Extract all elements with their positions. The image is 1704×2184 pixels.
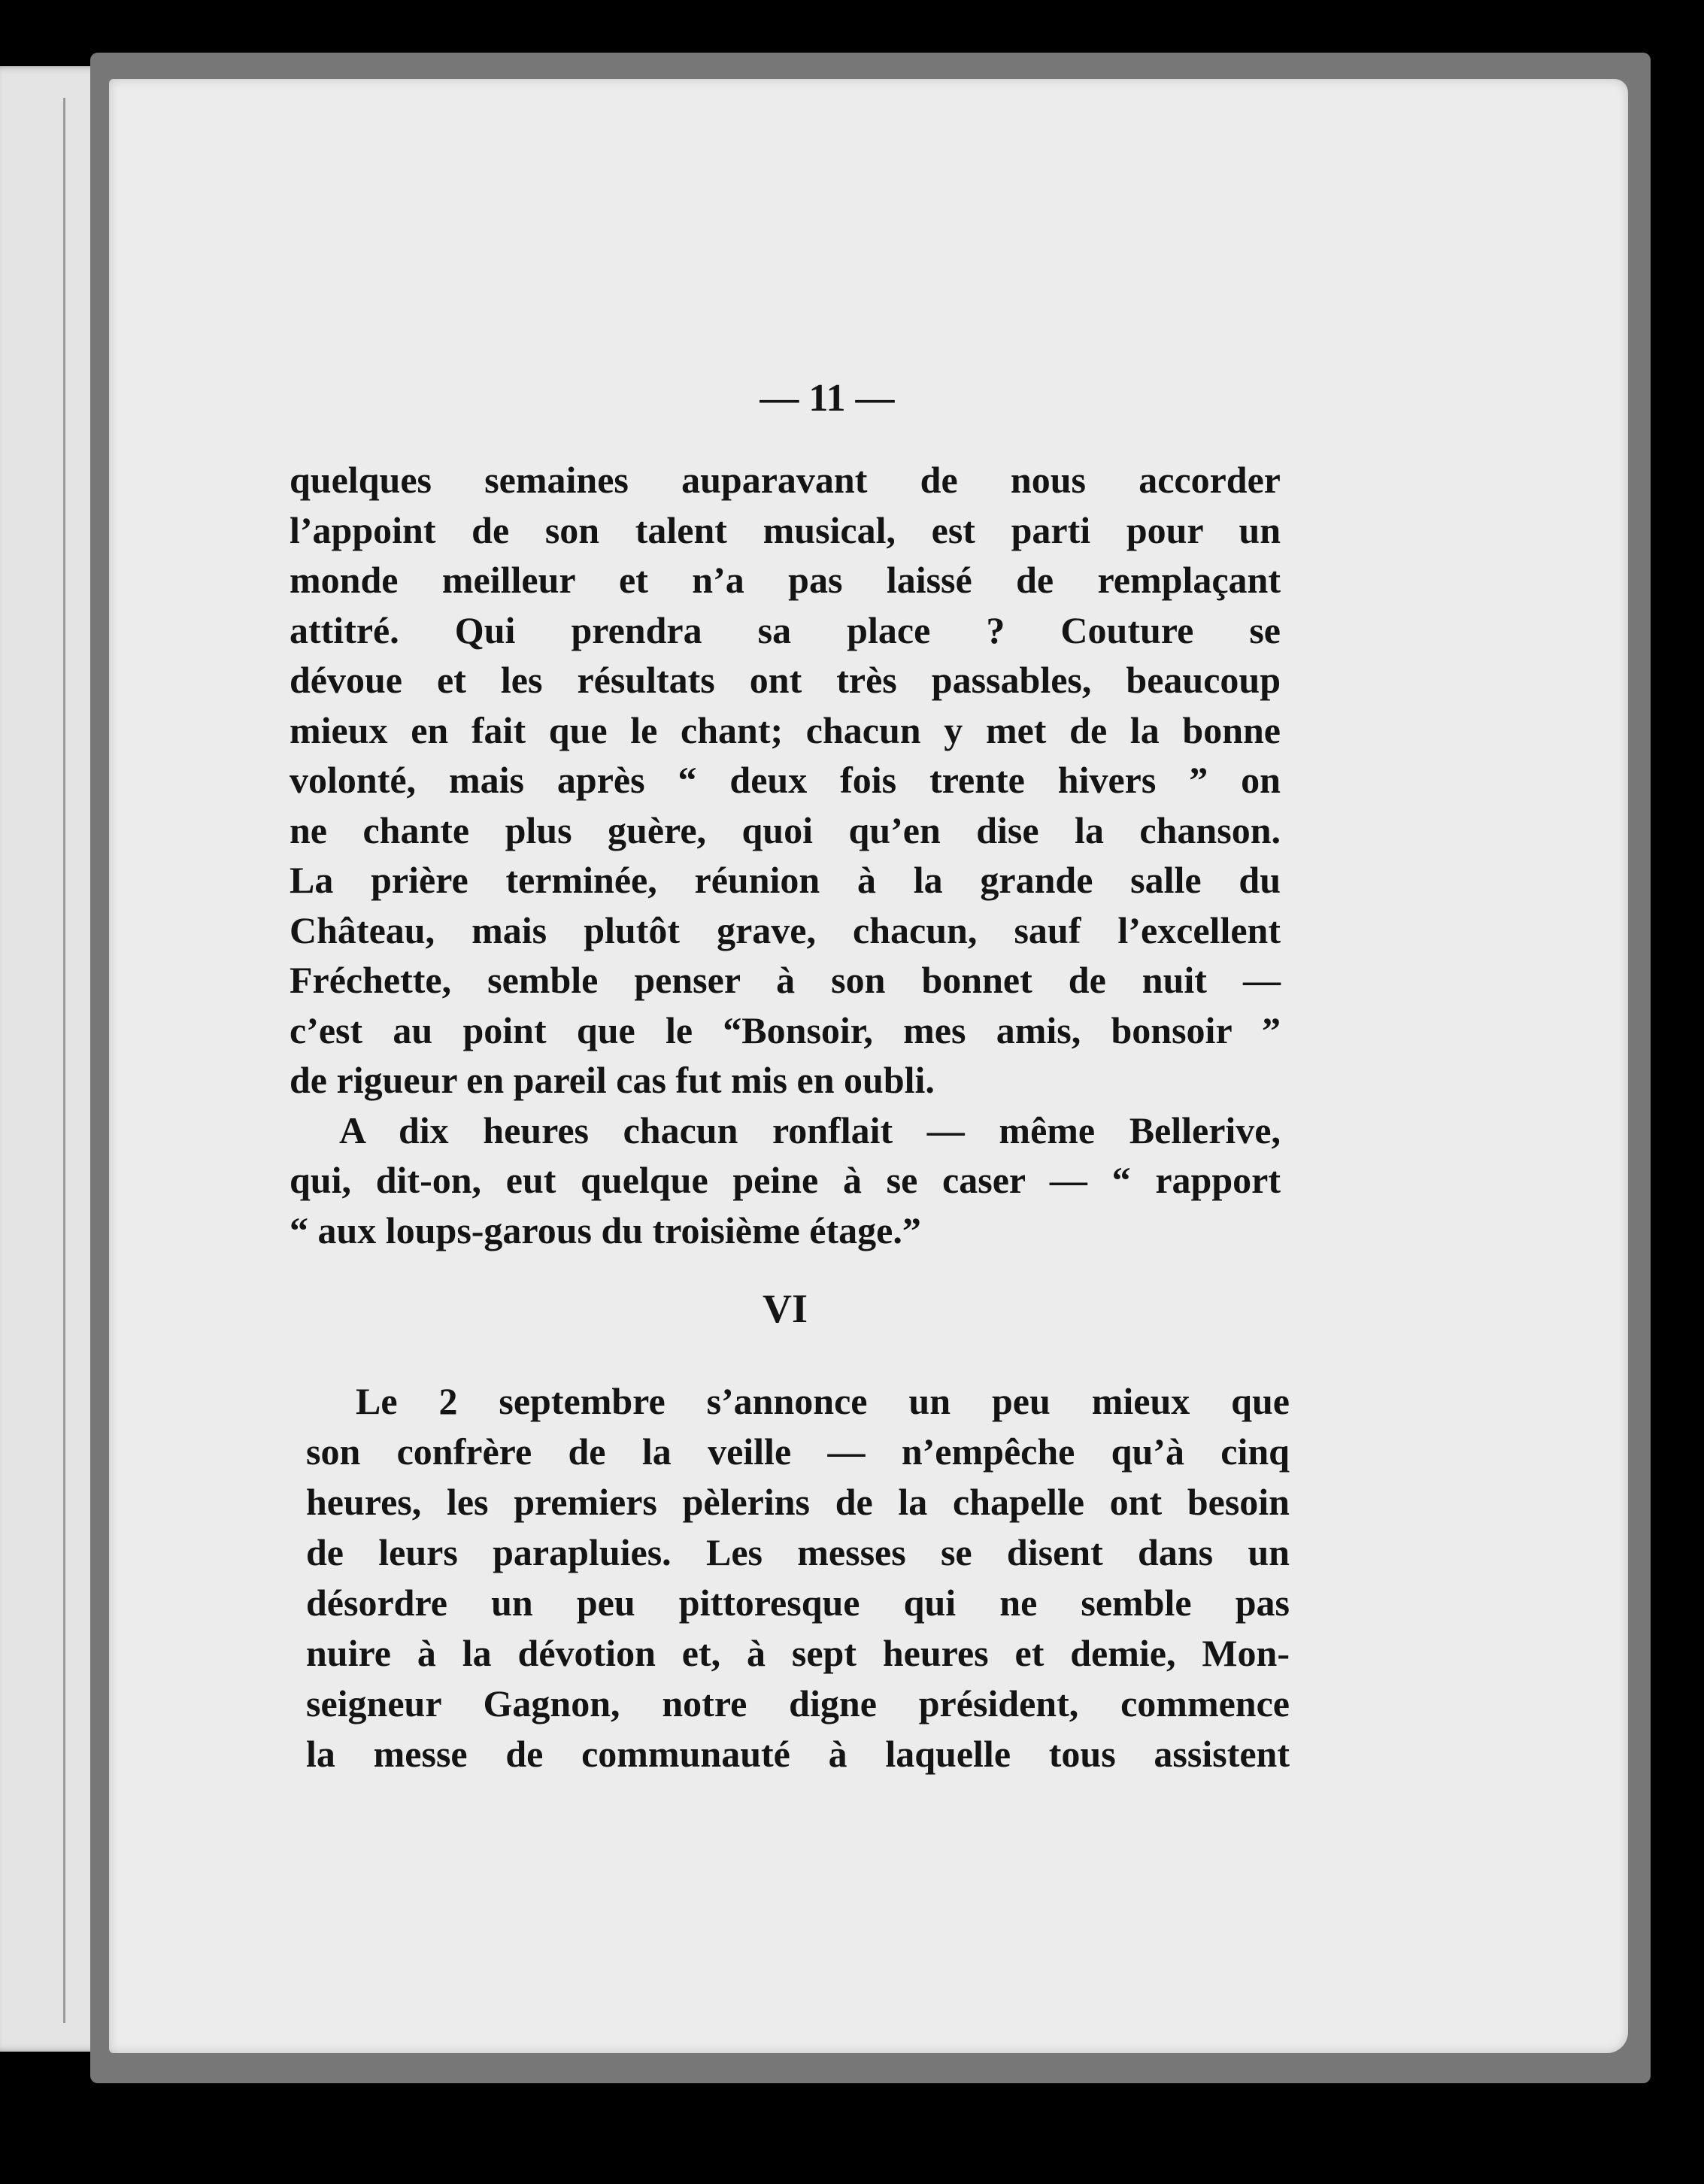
body-text <box>290 455 1290 1779</box>
text-line: Le 2 septembre s’annonce un peu mieux que <box>356 1379 1290 1422</box>
text-line: Fréchette, semble penser à son bonnet de nuit — <box>290 959 1281 1001</box>
paragraph-2 <box>290 1106 1281 1256</box>
text-line: désordre un peu pittoresque qui ne semble pas <box>306 1581 1290 1624</box>
text-line: qui, dit-on, eut quelque peine à se caser — “ rapport <box>290 1159 1281 1201</box>
text-line: c’est au point que le “Bonsoir, mes amis, bonsoir ” <box>290 1009 1281 1051</box>
text-line: la messe de communauté à laquelle tous assistent <box>306 1732 1290 1775</box>
section-heading: VI <box>762 1286 808 1331</box>
text-line: de rigueur en pareil cas fut mis en oubli. <box>290 1059 935 1101</box>
text-line: seigneur Gagnon, notre digne président, commence <box>306 1682 1290 1724</box>
text-line: “ aux loups-garous du troisième étage.” <box>290 1209 921 1251</box>
text-line: La prière terminée, réunion à la grande salle du <box>290 859 1281 901</box>
paragraph-3 <box>306 1376 1290 1779</box>
right-page <box>109 79 1628 2053</box>
text-line: monde meilleur et n’a pas laissé de remplaçant <box>290 559 1281 601</box>
text-line: nuire à la dévotion et, à sept heures et demie, Mon- <box>306 1631 1290 1674</box>
paragraph-1 <box>290 455 1281 1106</box>
text-line: de leurs parapluies. Les messes se disent dans un <box>306 1530 1290 1573</box>
text-line: dévoue et les résultats ont très passables, beaucoup <box>290 659 1281 701</box>
text-line: son confrère de la veille — n’empêche qu’à cinq <box>306 1430 1290 1473</box>
text-line: volonté, mais après “ deux fois trente hivers ” on <box>290 759 1281 801</box>
text-line: mieux en fait que le chant; chacun y met de la bonne <box>290 708 1281 751</box>
text-line: A dix heures chacun ronflait — même Bellerive, <box>339 1109 1281 1151</box>
page-number: — 11 — <box>760 377 895 420</box>
page-gutter-line <box>63 98 65 2023</box>
text-line: attitré. Qui prendra sa place ? Couture se <box>290 608 1281 651</box>
text-line: Château, mais plutôt grave, chacun, sauf l’excellent <box>290 908 1281 951</box>
text-line: l’appoint de son talent musical, est parti pour un <box>290 508 1281 551</box>
text-line: heures, les premiers pèlerins de la chapelle ont besoin <box>306 1480 1290 1523</box>
text-line: quelques semaines auparavant de nous accorder <box>290 459 1281 501</box>
text-line: ne chante plus guère, quoi qu’en dise la chanson. <box>290 808 1281 851</box>
